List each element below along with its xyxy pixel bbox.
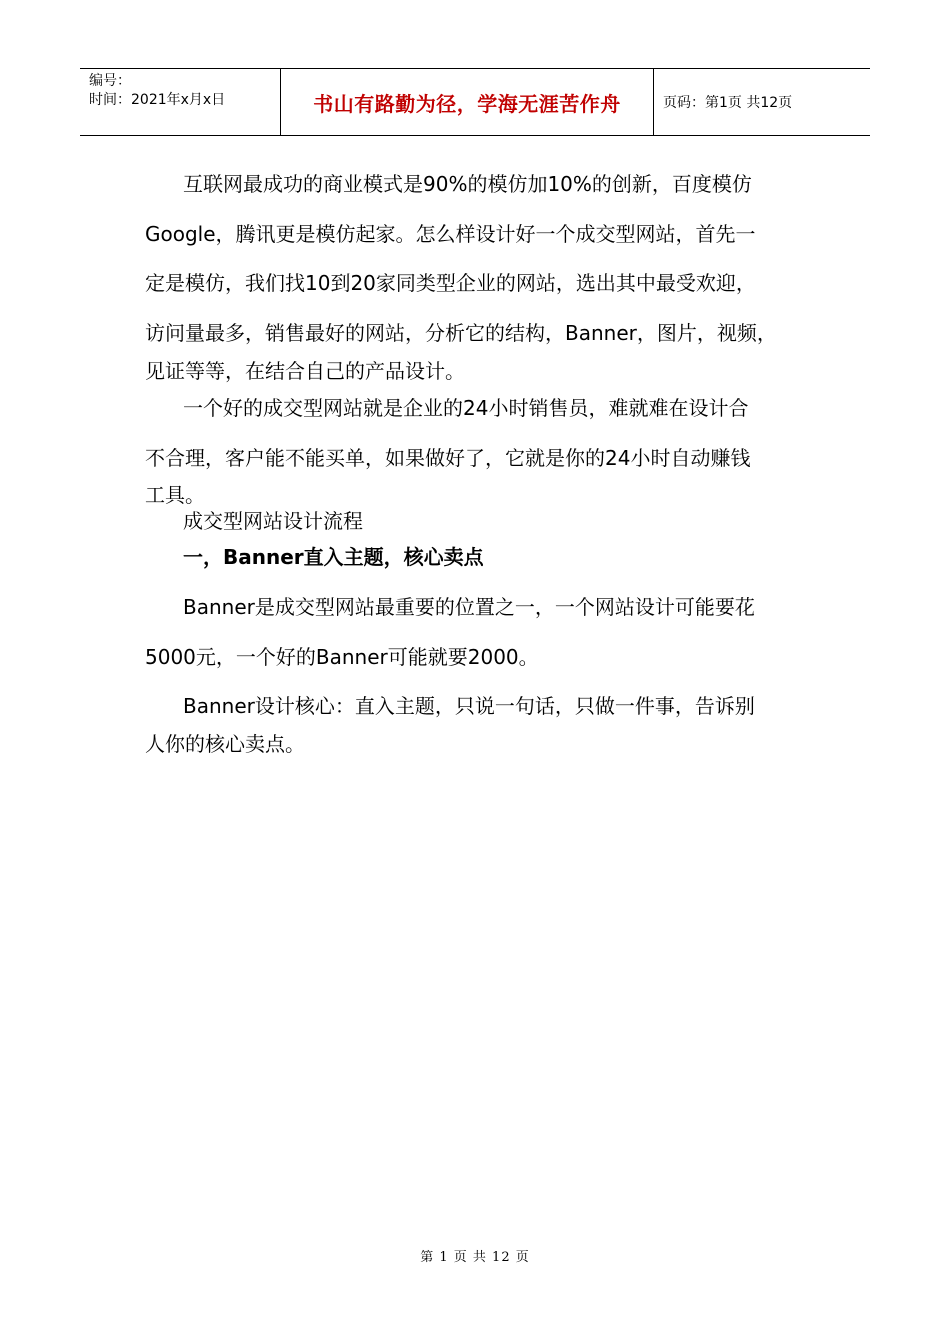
header-page-cell [654, 69, 870, 135]
section-heading-1: 一，Banner直入主题，核心卖点 [183, 545, 484, 569]
paragraph-1-line-2: Google，腾讯更是模仿起家。怎么样设计好一个成交型网站，首先一 [145, 222, 756, 246]
paragraph-1-line-4: 访问量最多，销售最好的网站，分析它的结构，Banner，图片，视频， [145, 321, 777, 345]
paragraph-1-line-1: 互联网最成功的商业模式是90%的模仿加10%的创新，百度模仿 [183, 172, 752, 196]
paragraph-2-line-3: 工具。 [145, 483, 205, 507]
header-meta-cell [80, 69, 281, 135]
paragraph-4-line-1: Banner设计核心：直入主题，只说一句话，只做一件事，告诉别 [183, 694, 755, 718]
paragraph-2-line-2: 不合理，客户能不能买单，如果做好了，它就是你的24小时自动赚钱 [145, 446, 751, 470]
section-title: 成交型网站设计流程 [183, 509, 363, 533]
document-number-label: 编号： [89, 73, 131, 89]
document-header [80, 68, 870, 136]
paragraph-3-line-1: Banner是成交型网站最重要的位置之一，一个网站设计可能要花 [183, 595, 755, 619]
header-motto-cell [281, 69, 654, 135]
page-footer: 第 1 页 共 12 页 [420, 1250, 530, 1265]
paragraph-2-line-1: 一个好的成交型网站就是企业的24小时销售员，难就难在设计合 [183, 396, 749, 420]
header-page-info: 页码：第1页 共12页 [663, 95, 793, 111]
document-date: 时间：2021年x月x日 [89, 92, 226, 108]
paragraph-1-line-5: 见证等等，在结合自己的产品设计。 [145, 359, 465, 383]
header-motto: 书山有路勤为径，学海无涯苦作舟 [313, 91, 621, 116]
paragraph-3-line-2: 5000元，一个好的Banner可能就要2000。 [145, 645, 539, 669]
paragraph-4-line-2: 人你的核心卖点。 [145, 732, 305, 756]
paragraph-1-line-3: 定是模仿，我们找10到20家同类型企业的网站，选出其中最受欢迎， [145, 271, 756, 295]
